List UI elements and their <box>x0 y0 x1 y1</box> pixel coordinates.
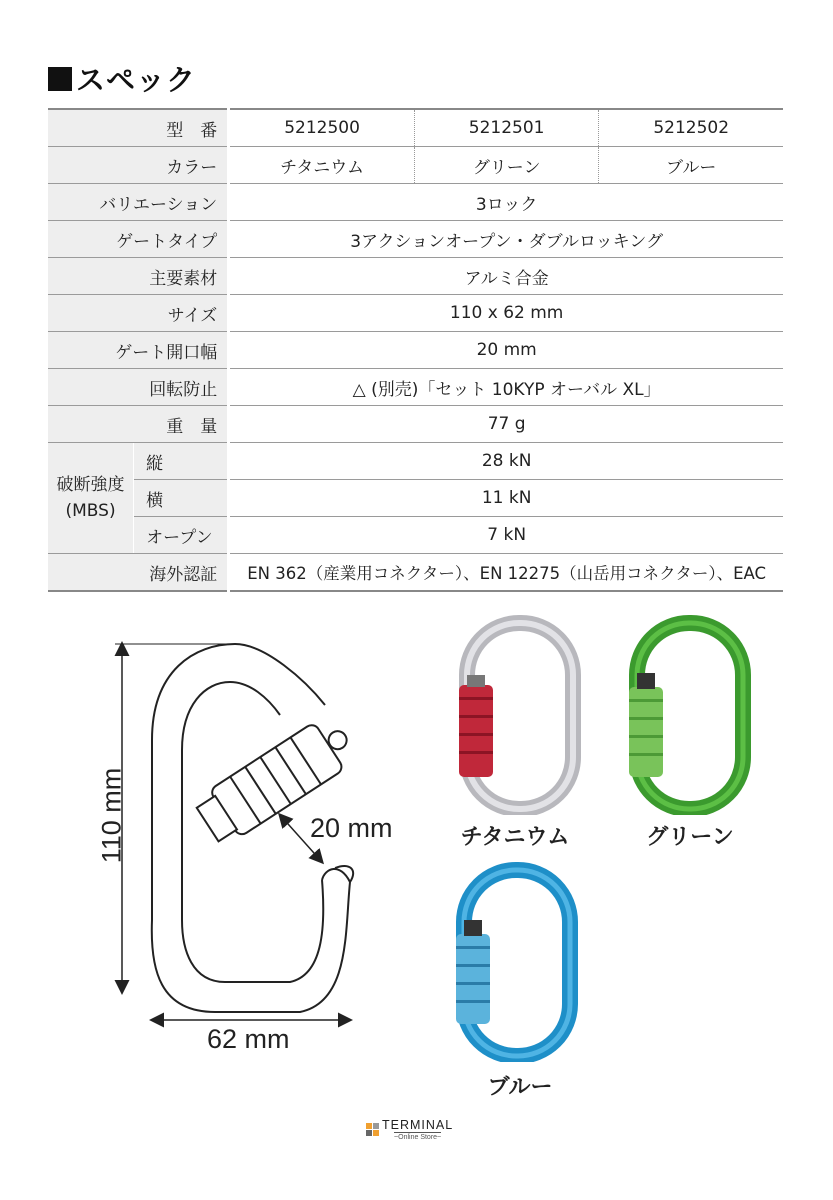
size-value: 110 x 62 mm <box>229 295 783 332</box>
antirotation-label: 回転防止 <box>48 369 229 406</box>
major-axis-label: 縦 <box>134 443 229 480</box>
carabiner-green-image <box>625 615 755 815</box>
mbs-label <box>48 443 134 554</box>
color-cell: ブルー <box>599 147 783 184</box>
material-label: 主要素材 <box>48 258 229 295</box>
size-label: サイズ <box>48 295 229 332</box>
spec-table <box>48 108 783 592</box>
model-cell: 5212500 <box>229 109 415 147</box>
weight-value: 77 g <box>229 406 783 443</box>
page-title <box>48 58 196 99</box>
table-row <box>48 184 783 221</box>
variant-name-green: グリーン <box>646 825 734 850</box>
carabiner-blue-image <box>452 862 582 1062</box>
gate-label: ゲートタイプ <box>48 221 229 258</box>
table-row <box>48 443 783 480</box>
model-label: 型 番 <box>48 109 229 147</box>
mbs-label-line2: (MBS) <box>65 501 116 521</box>
table-row <box>48 147 783 184</box>
variation-value: 3ロック <box>229 184 783 221</box>
table-row <box>48 295 783 332</box>
color-cell: グリーン <box>414 147 599 184</box>
model-cell: 5212502 <box>599 109 783 147</box>
gate-open-label: オープン <box>134 517 229 554</box>
cert-value: EN 362（産業用コネクター）、EN 12275（山岳用コネクター）、EAC <box>229 554 783 592</box>
table-row <box>48 406 783 443</box>
table-row <box>48 480 783 517</box>
width-dimension-label: 62 mm <box>207 1024 290 1054</box>
height-dimension-label: 110 mm <box>96 767 127 864</box>
cert-label: 海外認証 <box>48 554 229 592</box>
table-row <box>48 517 783 554</box>
table-row <box>48 554 783 592</box>
minor-axis-label: 横 <box>134 480 229 517</box>
store-logo <box>366 1119 453 1141</box>
table-row <box>48 109 783 147</box>
gate-open-value: 7 kN <box>229 517 783 554</box>
antirotation-value: △ (別売)「セット 10KYP オーバル XL」 <box>229 369 783 406</box>
minor-axis-value: 11 kN <box>229 480 783 517</box>
opening-dimension-label: 20 mm <box>310 813 393 843</box>
opening-value: 20 mm <box>229 332 783 369</box>
logo-brand: TERMINAL <box>382 1118 454 1132</box>
page-title-text: スペック <box>76 63 197 97</box>
variant-name-titanium: チタニウム <box>460 825 570 850</box>
model-cell: 5212501 <box>414 109 599 147</box>
opening-label: ゲート開口幅 <box>48 332 229 369</box>
table-row <box>48 332 783 369</box>
carabiner-inner-outline <box>182 682 323 982</box>
table-row <box>48 221 783 258</box>
mbs-label-line1: 破断強度 <box>56 475 125 495</box>
color-cell: チタニウム <box>229 147 415 184</box>
major-axis-value: 28 kN <box>229 443 783 480</box>
square-bullet-icon <box>48 67 72 91</box>
logo-subtitle: ~Online Store~ <box>394 1133 442 1141</box>
weight-label: 重 量 <box>48 406 229 443</box>
variation-label: バリエーション <box>48 184 229 221</box>
carabiner-titanium-image <box>455 615 585 815</box>
variant-name-blue: ブルー <box>487 1075 553 1100</box>
material-value: アルミ合金 <box>229 258 783 295</box>
table-row <box>48 258 783 295</box>
logo-mark-icon <box>366 1123 379 1136</box>
gate-value: 3アクションオープン・ダブルロッキング <box>229 221 783 258</box>
color-label: カラー <box>48 147 229 184</box>
table-row <box>48 369 783 406</box>
